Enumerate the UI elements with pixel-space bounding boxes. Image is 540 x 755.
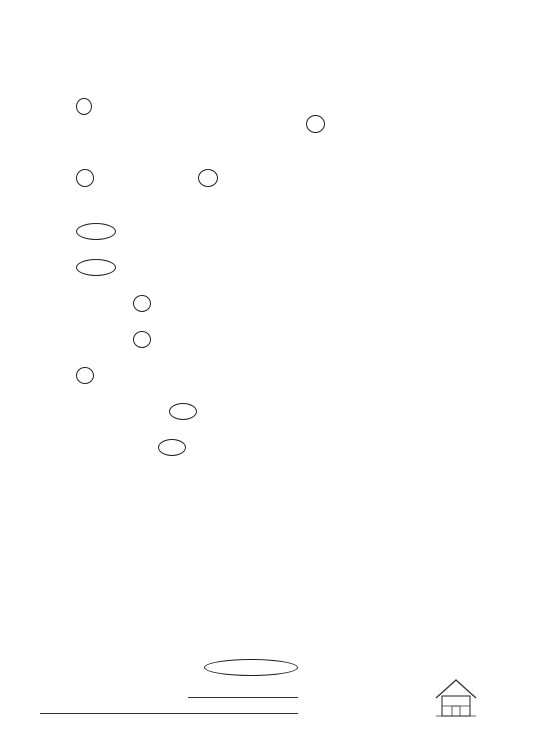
work-underline: [40, 713, 298, 714]
answer-circle: [133, 295, 151, 312]
company-logo: [430, 676, 482, 732]
answer-circle: [133, 331, 151, 348]
answer-circle: [76, 259, 116, 276]
answer-circle: [76, 367, 94, 384]
answer-circle: [306, 115, 325, 133]
answer-circle: [198, 169, 218, 187]
answer-circle: [76, 223, 116, 240]
answer-circle: [76, 98, 92, 115]
answer-circle: [76, 169, 94, 187]
answer-circle: [158, 439, 186, 456]
name-underline: [188, 697, 298, 698]
answer-circle: [169, 403, 197, 420]
answer-circle: [204, 659, 298, 676]
house-logo-icon: [430, 676, 482, 720]
